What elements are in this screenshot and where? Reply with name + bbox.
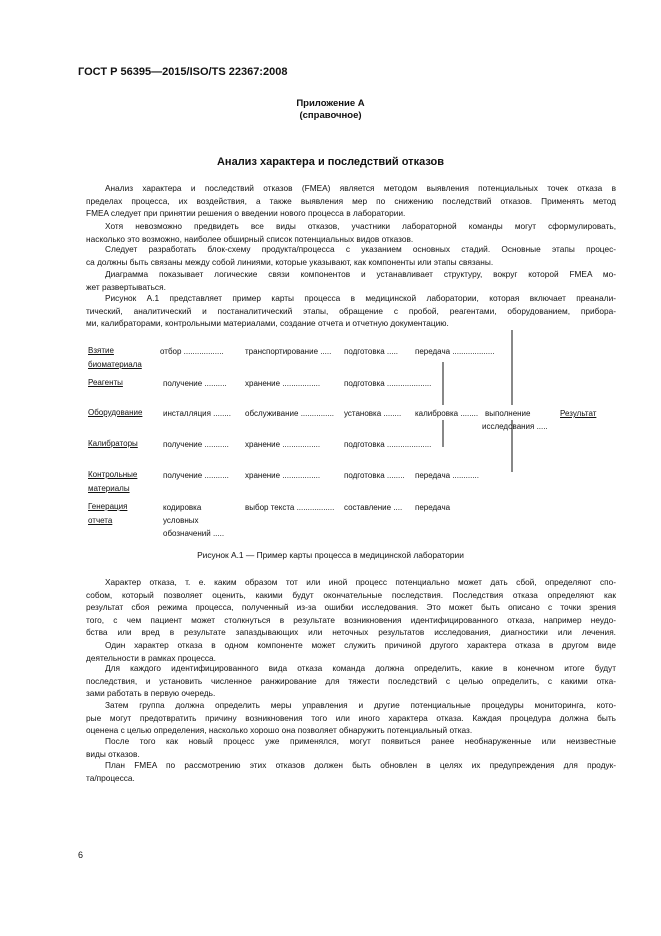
- text-line: Анализ характера и последствий отказов (FMEA) является методом выявления потенциальных точек отказа в: [105, 183, 616, 193]
- step: калибровка ........: [415, 409, 479, 418]
- step: выбор текста .................: [245, 503, 335, 512]
- text-line: ми, калибраторами, контрольными материалами, создание отчета и отчетную документацию.: [86, 318, 449, 329]
- text-line: са должны быть связаны между собой линиями, которые указывают, как компоненты или этапы связаны.: [86, 256, 494, 267]
- body-paragraph-4: [86, 699, 616, 737]
- text-line: пределах процесса, их воздействия, а также выявления мер по снижению последствий отказов. Применять метод: [86, 195, 616, 206]
- document-header: ГОСТ Р 56395—2015/ISO/TS 22367:2008: [78, 66, 288, 78]
- text-line: После того как новый процесс уже применялся, могут появиться ранее необнаруженные или неизвестные: [105, 736, 616, 746]
- body-paragraph-1: [86, 576, 616, 639]
- body-paragraph-5: [86, 735, 616, 760]
- step: подготовка .....: [344, 347, 399, 356]
- step: подготовка ....................: [344, 379, 432, 388]
- step: получение ..........: [163, 379, 227, 388]
- row-label-reagents: Реагенты: [88, 378, 123, 387]
- intro-paragraph-5: [86, 292, 616, 330]
- intro-paragraph-3: [86, 243, 616, 268]
- text-line: бства или вред в результате запаздывающих или неточных результатов исследования, диагностики или лечения.: [86, 627, 616, 638]
- body-paragraph-2: [86, 639, 616, 664]
- appendix-note: (справочное): [299, 110, 362, 121]
- text-line: Хотя невозможно предвидеть все виды отказов, участники лабораторной команды могут сформулировать,: [105, 221, 616, 231]
- page-number: 6: [78, 850, 84, 860]
- step: хранение .................: [245, 440, 321, 449]
- text-line: Рисунок А.1 представляет пример карты процесса в медицинской лаборатории, которая включает преанали-: [105, 293, 616, 303]
- step: транспортирование .....: [245, 347, 332, 356]
- text-line: FMEA следует при принятии решения о введении нового процесса в лаборатории.: [86, 208, 406, 219]
- step: передача: [415, 503, 451, 512]
- step: получение ...........: [163, 471, 229, 480]
- text-line: деятельности в рамках процесса.: [86, 652, 216, 663]
- step: передача ............: [415, 471, 479, 480]
- step: кодировка: [163, 503, 202, 512]
- step: исследования .....: [482, 422, 548, 431]
- step: хранение .................: [245, 379, 321, 388]
- text-line: последствия, и установить численное ранжирование для тяжести последствий с целью определить, с какими отка-: [86, 675, 616, 686]
- step: обозначений .....: [163, 529, 225, 538]
- text-line: жет развертываться.: [86, 281, 166, 292]
- text-line: рые могут предотвратить причину возникновения того или иного характера отказа. Каждая процедура должна быть: [86, 712, 616, 723]
- text-line: зами работать в первую очередь.: [86, 688, 216, 699]
- step: передача ...................: [415, 347, 495, 356]
- step: отбор ..................: [160, 347, 224, 356]
- text-line: того, с чем пациент может столкнуться в результате возникновения идентифицированного отказа, например неудо-: [86, 614, 616, 625]
- text-line: та/процесса.: [86, 772, 135, 783]
- row-label-controls: Контрольные материалы: [88, 470, 138, 493]
- step: хранение .................: [245, 471, 321, 480]
- figure-caption: Рисунок А.1 — Пример карты процесса в медицинской лаборатории: [197, 550, 464, 560]
- text-line: План FMEA по рассмотрению этих отказов должен быть обновлен в целях их предупреждения для продук-: [105, 760, 616, 770]
- appendix-title: Приложение А: [296, 98, 365, 109]
- step: получение ...........: [163, 440, 229, 449]
- text-line: Затем группа должна определить меры управления и другие потенциальные процедуры мониторинга, кото-: [105, 700, 616, 710]
- step: подготовка ....................: [344, 440, 432, 449]
- step: составление ....: [344, 503, 403, 512]
- section-title: Анализ характера и последствий отказов: [216, 156, 445, 168]
- text-line: Диаграмма показывает логические связи компонентов и устанавливает структуру, вокруг которой FMEA мо-: [105, 269, 616, 279]
- intro-paragraph-2: [86, 220, 616, 245]
- step: подготовка ........: [344, 471, 405, 480]
- text-line: Один характер отказа в одном компоненте может служить причиной другого характера отказа в другом виде: [105, 640, 616, 650]
- text-line: результат сбоя режима процесса, полученный из-за ошибки исследования. Это может быть описано с точки зрения: [86, 602, 616, 613]
- result-label: Результат: [560, 409, 597, 418]
- text-line: Следует разработать блок-схему продукта/процесса с указанием основных стадий. Основные этапы процес-: [105, 244, 616, 254]
- step: установка ........: [344, 409, 402, 418]
- text-line: оценена с целью определения, насколько хорошо она позволяет обнаружить потенциальный отказ.: [86, 725, 473, 736]
- text-line: тический, аналитический и постаналитический этапы, обращение с пробой, реагентами, оборудованием, прибора-: [86, 305, 616, 316]
- step: инсталляция ........: [163, 409, 231, 418]
- text-line: насколько это возможно, наиболее обширный список потенциальных видов отказов.: [86, 233, 414, 244]
- row-label-calibrators: Калибраторы: [88, 439, 138, 448]
- intro-paragraph-4: [86, 268, 616, 293]
- intro-paragraph-1: [86, 182, 616, 220]
- text-line: виды отказов.: [86, 748, 140, 759]
- text-line: Характер отказа, т. е. каким образом тот или иной процесс потенциально может дать сбой, определяют спо-: [105, 577, 616, 587]
- step: обслуживание ...............: [245, 409, 335, 418]
- body-paragraph-3: [86, 662, 616, 700]
- step: выполнение: [485, 409, 531, 418]
- step: условных: [163, 516, 199, 525]
- text-line: Для каждого идентифицированного вида отказа команда должна определить, какие в конечном итоге будут: [105, 663, 616, 673]
- row-label-equipment: Оборудование: [88, 408, 143, 417]
- body-paragraph-6: [86, 759, 616, 784]
- row-label-sampling: Взятие биоматериала: [88, 346, 142, 369]
- text-line: собом, который позволяет оценить, какими будут окончательные последствия. Последствия отказа определяют как: [86, 589, 616, 600]
- row-label-report: Генерация отчета: [88, 502, 128, 525]
